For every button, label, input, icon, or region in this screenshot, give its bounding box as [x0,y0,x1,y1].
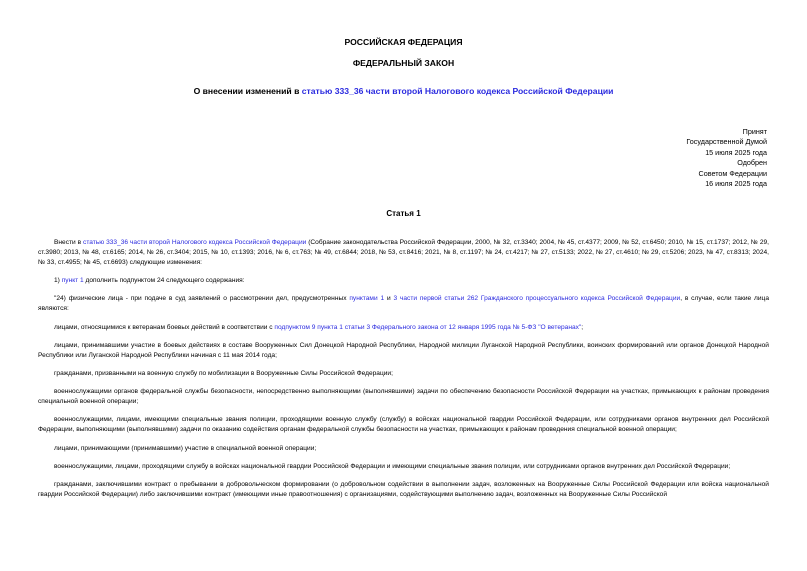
paragraph: 1) пункт 1 дополнить подпунктом 24 следующего содержания: [54,277,245,285]
article-title: Статья 1 [386,209,421,218]
points-link[interactable]: пунктами 1 [349,295,385,303]
point-link[interactable]: пункт 1 [61,277,84,285]
law-title [0,86,807,96]
paragraph: "24) физические лица - при подаче в суд заявлений о рассмотрении дел, предусмотренных пунктами 1 и 3 части первой статьи 262 Гражданского процессуального кодекса Российской Федерации, в случае, если такие лица являются: [38,295,769,313]
law-title-link[interactable]: статью 333_36 части второй Налогового кодекса Российской Федерации [301,86,614,96]
adoption-line: 15 июля 2025 года [705,147,767,157]
adoption-line: Государственной Думой [686,137,767,147]
paragraph: гражданами, заключившими контракт о пребывании в добровольческом формировании (о добровольном содействии в выполнении задач, возложенных на Вооруженные Силы Российской Федерации или войска национальной гвардии Российской Федерации) либо заключившими контракт (имеющими иные правоотношения) с организациями, содействующими выполнению задач, возложенных на Вооруженные Силы Российской [38,480,769,498]
paragraph: лицами, принимавшими участие в боевых действиях в составе Вооруженных Сил Донецкой Народной Республики, Народной милиции Луганской Народной Республики, воинских формирований или органов Донецкой Народной Республики или Луганской Народной Республики начиная с 11 мая 2014 года; [38,341,769,359]
paragraph: Внести в статью 333_36 части второй Налогового кодекса Российской Федерации (Собрание законодательства Российской Федерации, 2000, № 32, ст.3340; 2004, № 45, ст.4377; 2009, № 52, ст.6450; 2010, № 15, ст.1737; 2012, № 29, ст.3980; 2013, № 48, ст.6165; 2014, № 26, ст.3404; 2015, № 10, ст.1393; 2016, № 6, ст.763; № 49, ст.6844; 2018, № 53, ст.8416; 2021, № 8, ст.1197; № 24, ст.4217; № 27, ст.5133; 2022, № 27, ст.4610; № 29, ст.5206; 2023, № 47, ст.8313; 2024, № 33, ст.4955; № 45, ст.6693) следующие изменения: [38,239,770,266]
adoption-line: Советом Федерации [698,168,767,178]
header-law-type: ФЕДЕРАЛЬНЫЙ ЗАКОН [352,58,455,68]
article-body [38,238,769,500]
header-country: РОССИЙСКАЯ ФЕДЕРАЦИЯ [344,37,463,47]
veterans-law-link[interactable]: подпунктом 9 пункта 1 статьи 3 Федерального закона от 12 января 1995 года № 5-ФЗ "О ветеранах" [274,323,582,331]
civil-procedure-link[interactable]: 3 части первой статьи 262 Гражданского процессуального кодекса Российской Федерации [393,295,681,303]
adoption-line: Принят [742,127,767,136]
adoption-line: Одобрен [737,158,767,168]
law-title-prefix: О внесении изменений в [193,86,302,96]
paragraph: военнослужащими, лицами, имеющими специальные звания полиции, проходящими военную службу (службу) в войсках национальной гвардии Российской Федерации, или сотрудниками органов внутренних дел Российской Федерации, выполняющими (выполнявшими) задачи по оказанию содействия органам федеральной службы безопасности на участках, примыкающих к районам проведения специальной военной операции; [38,416,769,434]
paragraph: лицами, принимающими (принимавшими) участие в специальной военной операции; [54,444,317,452]
code-article-link[interactable]: статью 333_36 части второй Налогового кодекса Российской Федерации [83,239,307,246]
paragraph: лицами, относящимися к ветеранам боевых действий в соответствии с подпунктом 9 пункта 1 статьи 3 Федерального закона от 12 января 1995 года № 5-ФЗ "О ветеранах"; [54,323,584,331]
paragraph: военнослужащими органов федеральной службы безопасности, непосредственно выполняющими (выполнявшими) задачи по обеспечению безопасности Российской Федерации на участках, примыкающих к районам проведения специальной военной операции; [38,388,769,406]
paragraph: гражданами, призванными на военную службу по мобилизации в Вооруженные Силы Российской Федерации; [54,369,393,377]
paragraph: военнослужащими, лицами, проходящими службу в войсках национальной гвардии Российской Федерации и имеющими специальные звания полиции, или сотрудниками органов внутренних дел Российской Федерации; [54,462,731,470]
adoption-line: 16 июля 2025 года [705,179,767,189]
adoption-block [686,127,767,189]
